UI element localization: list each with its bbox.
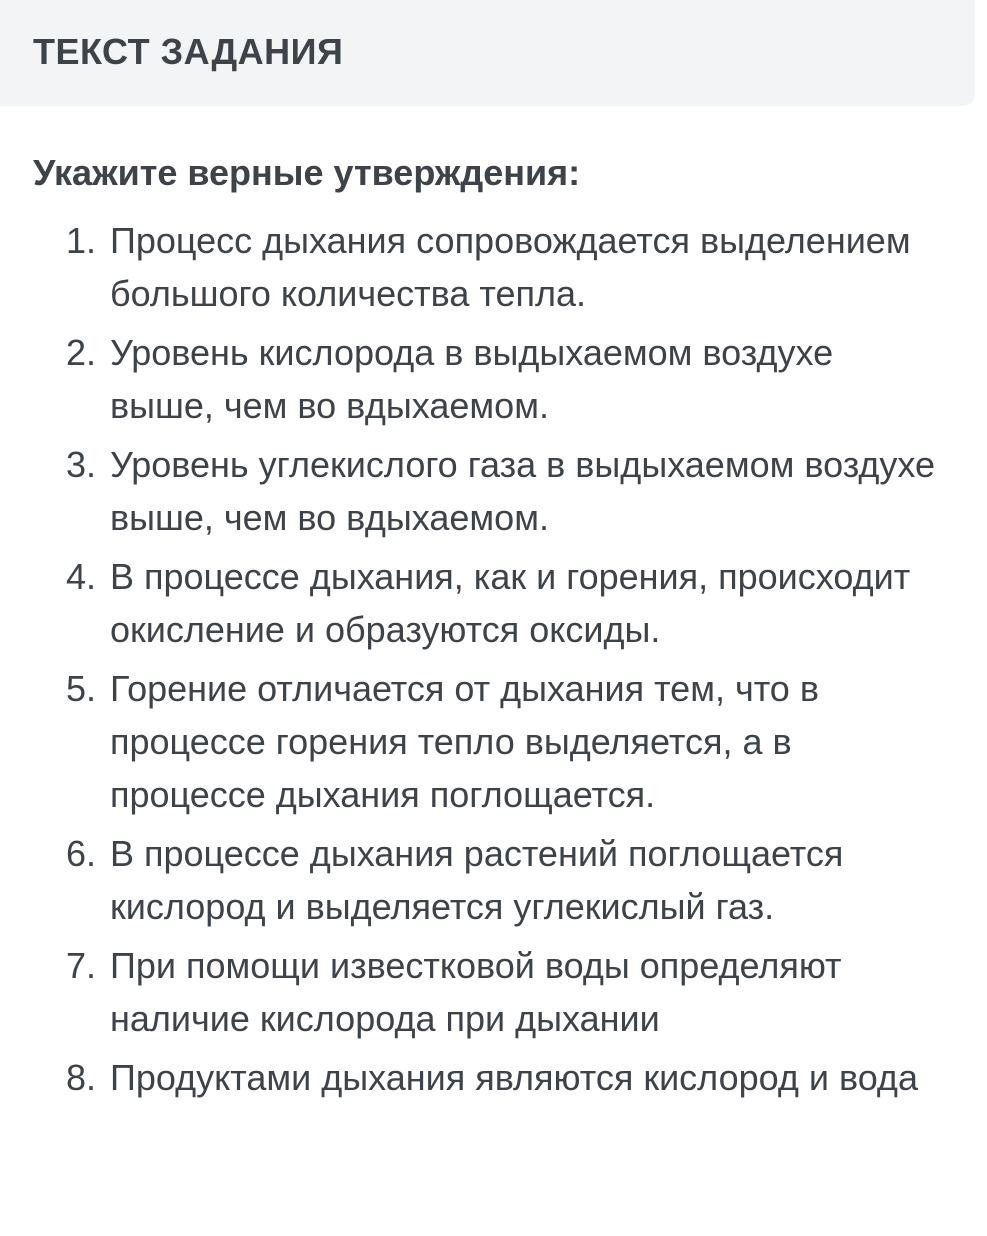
statement-text: Горение отличается от дыхания тем, что в процессе горения тепло выделяется, а в процессе дыхания поглощается.: [110, 668, 819, 815]
statement-item: [66, 550, 946, 656]
question-prompt: Укажите верные утверждения:: [33, 152, 581, 193]
statement-item: [66, 662, 946, 821]
statement-text: Продуктами дыхания являются кислород и вода: [110, 1057, 918, 1098]
statement-item: [66, 827, 946, 933]
statement-item: [66, 1051, 946, 1104]
statement-text: Уровень кислорода в выдыхаемом воздухе выше, чем во вдыхаемом.: [110, 332, 834, 426]
statement-text: Уровень углекислого газа в выдыхаемом воздухе выше, чем во вдыхаемом.: [110, 444, 936, 538]
statement-number: 8.: [66, 1057, 97, 1098]
statement-number: 4.: [66, 556, 97, 597]
statement-item: [66, 214, 946, 320]
statement-number: 3.: [66, 444, 97, 485]
statement-number: 2.: [66, 332, 97, 373]
statement-item: [66, 438, 946, 544]
statement-number: 7.: [66, 945, 97, 986]
statement-number: 1.: [66, 220, 97, 261]
task-header: [0, 0, 975, 106]
statement-text: В процессе дыхания, как и горения, происходит окисление и образуются оксиды.: [110, 556, 911, 650]
statement-number: 6.: [66, 833, 97, 874]
statement-text: Процесс дыхания сопровождается выделением большого количества тепла.: [110, 220, 911, 314]
statement-item: [66, 326, 946, 432]
task-header-title: ТЕКСТ ЗАДАНИЯ: [33, 31, 344, 72]
statement-number: 5.: [66, 668, 97, 709]
statement-item: [66, 939, 946, 1045]
statement-text: В процессе дыхания растений поглощается кислород и выделяется углекислый газ.: [110, 833, 844, 927]
statement-text: При помощи известковой воды определяют наличие кислорода при дыхании: [110, 945, 842, 1039]
statements-list: [66, 214, 946, 1110]
